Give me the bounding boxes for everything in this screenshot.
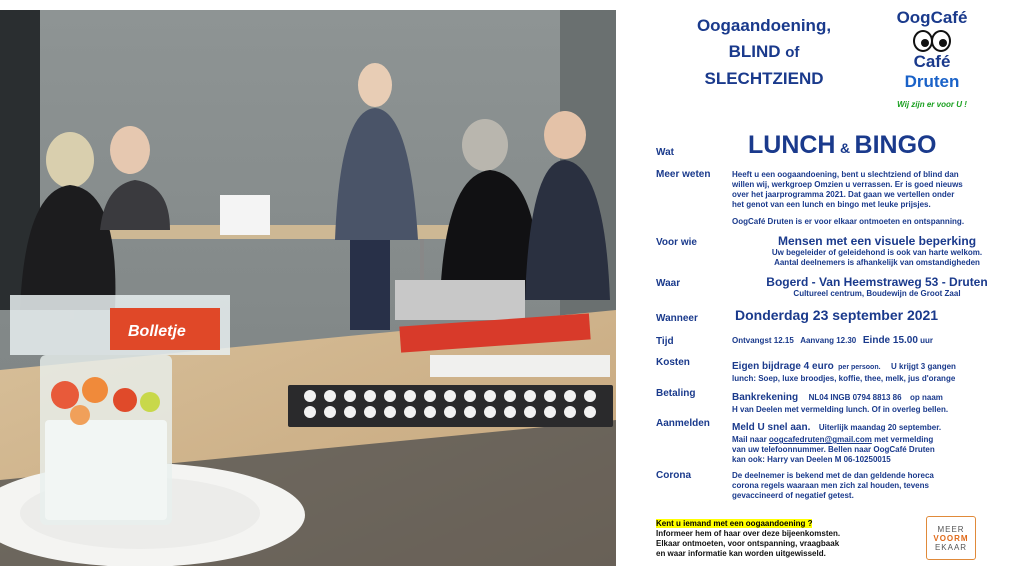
email-link[interactable]: oogcafedruten@gmail.com: [768, 435, 872, 444]
mvk-line: EKAAR: [934, 542, 968, 552]
wat-lunch: LUNCH: [748, 131, 836, 159]
label-tijd: Tijd: [656, 336, 674, 347]
footer-line: en waar informatie kan worden uitgewisseld.: [656, 549, 826, 558]
footer-text: [656, 519, 916, 559]
logo-name: OogCafé: [896, 8, 968, 27]
voor-wie-block: [732, 234, 1022, 268]
waar-sub: Cultureel centrum, Boudewijn de Groot Zaal: [793, 289, 961, 298]
kosten-block: [732, 356, 1024, 384]
title-line-1: Oogaandoening,: [696, 16, 832, 35]
logo-slogan: Wij zijn er voor U !: [897, 100, 967, 109]
label-meer-weten: Meer weten: [656, 169, 711, 180]
kosten-headline: Eigen bijdrage 4 euro: [732, 361, 834, 372]
wat-amp: &: [839, 140, 851, 156]
corona-line: corona regels waaraan men zich zal houden, tevens: [732, 481, 929, 490]
aanmelden-headline: Meld U snel aan.: [732, 422, 811, 433]
corona-text: [732, 471, 1024, 501]
footer-line: Elkaar ontmoeten, voor ontspanning, vraagbaak: [656, 539, 840, 548]
photo-scene: [0, 10, 616, 566]
betaling-headline: Bankrekening: [732, 392, 799, 403]
oogcafe-logo: [882, 8, 982, 109]
tijd-suffix: uur: [920, 336, 934, 345]
voor-wie-headline: Mensen met een visuele beperking: [777, 234, 977, 248]
label-betaling: Betaling: [656, 388, 696, 399]
label-aanmelden: Aanmelden: [656, 418, 710, 429]
meer-weten-line: willen wij, werkgroep Omzien u verrassen. Er is goed nieuws: [732, 180, 963, 189]
mvk-line: VOORM: [933, 533, 969, 543]
waar-block: [732, 275, 1022, 299]
meer-weten-line: Heeft u een oogaandoening, bent u slechtziend of blind dan: [732, 170, 959, 179]
betaling-iban: NL04 INGB 0794 8813 86: [808, 393, 902, 402]
tijd-einde: Einde 15.00: [862, 335, 918, 346]
aanmelden-mail-post: met vermelding: [874, 435, 934, 444]
tijd-value: [732, 335, 933, 348]
title-line-2a: BLIND: [728, 42, 781, 62]
label-kosten: Kosten: [656, 357, 690, 368]
aanmelden-mail-pre: Mail naar: [732, 435, 767, 444]
poster-title: [664, 16, 864, 89]
meer-weten-line: het genot van een lunch en bingo met leuke prijsjes.: [732, 200, 931, 209]
voor-wie-line: Aantal deelnemers is afhankelijk van omstandigheden: [774, 258, 980, 267]
corona-line: gevaccineerd of negatief getest.: [732, 491, 854, 500]
wat-value: [748, 131, 1018, 160]
aanmelden-block: [732, 417, 1024, 465]
footer-highlight: Kent u iemand met een oogaandoening ?: [656, 519, 813, 528]
wanneer-value: Donderdag 23 september 2021: [735, 307, 939, 323]
meer-weten-line: over het jaarprogramma 2021. Dat gaan we vertellen onder: [732, 190, 955, 199]
title-line-3: SLECHTZIEND: [704, 68, 824, 88]
footer-line: Informeer hem of haar over deze bijeenkomsten.: [656, 529, 841, 538]
label-corona: Corona: [656, 470, 691, 481]
meer-weten-text: [732, 170, 1022, 227]
aanmelden-deadline: Uiterlijk maandag 20 september.: [818, 423, 942, 432]
betaling-line2: H van Deelen met vermelding lunch. Of in overleg bellen.: [732, 405, 949, 414]
betaling-block: [732, 387, 1024, 415]
kosten-suffix: per persoon.: [838, 364, 881, 371]
label-waar: Waar: [656, 278, 681, 289]
aanmelden-line4: kan ook: Harry van Deelen M 06-10250015: [732, 455, 891, 464]
logo-city: Druten: [904, 72, 960, 91]
voor-wie-line: Uw begeleider of geleidehond is ook van harte welkom.: [771, 248, 983, 257]
event-poster: [624, 0, 1024, 575]
tijd-aanvang: Aanvang 12.30: [800, 336, 857, 345]
label-wanneer: Wanneer: [656, 313, 698, 324]
kosten-line2: lunch: Soep, luxe broodjes, koffie, thee, melk, jus d'orange: [732, 374, 956, 383]
waar-headline: Bogerd - Van Heemstraweg 53 - Druten: [766, 275, 988, 289]
tijd-ontvangst: Ontvangst 12.15: [732, 336, 794, 345]
corona-line: De deelnemer is bekend met de dan geldende horeca: [732, 471, 934, 480]
wat-bingo: BINGO: [854, 131, 937, 159]
betaling-suffix: op naam: [910, 393, 943, 402]
logo-cafe: Café: [913, 52, 951, 71]
meer-weten-extra: OogCafé Druten is er voor elkaar ontmoeten en ontspanning.: [732, 217, 965, 226]
aanmelden-line3: van uw telefoonnummer. Bellen naar OogCafé Druten: [732, 445, 935, 454]
bingo-box-label: Bolletje: [128, 323, 186, 340]
meer-voor-mekaar-logo: [926, 516, 976, 560]
mvk-line: MEER: [937, 524, 965, 534]
eyes-icon: [912, 30, 952, 52]
title-line-2b: of: [785, 44, 800, 62]
event-photo: [0, 10, 616, 566]
label-wat: Wat: [656, 147, 674, 158]
label-voor-wie: Voor wie: [656, 237, 697, 248]
kosten-note: U krijgt 3 gangen: [891, 362, 956, 371]
